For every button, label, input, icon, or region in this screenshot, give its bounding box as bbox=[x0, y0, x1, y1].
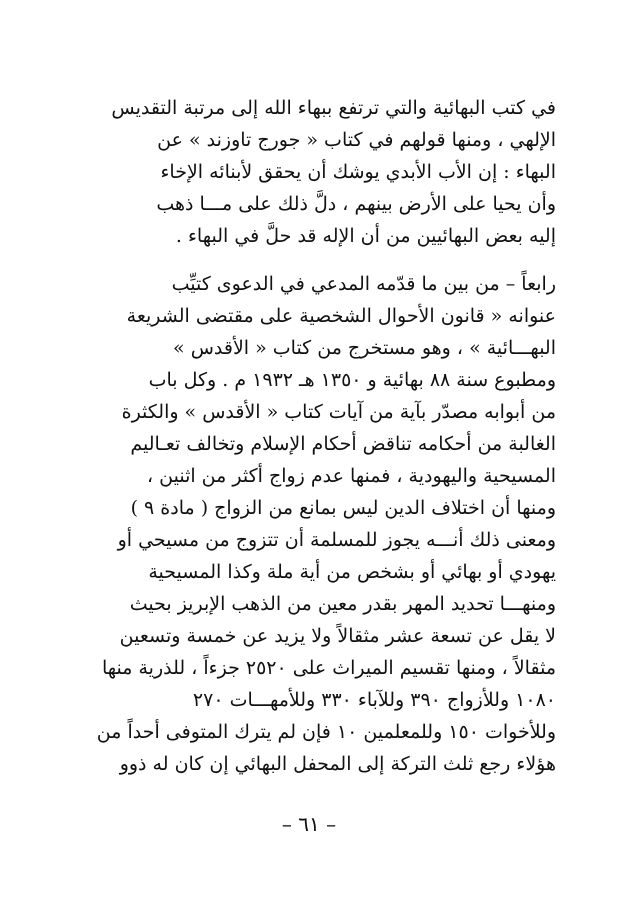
paragraph-2 bbox=[84, 268, 556, 780]
text-line: ١٠٨٠ وللأزواج ٣٩٠ وللآباء ٣٣٠ وللأمهـــات ٢٧٠ bbox=[192, 689, 556, 711]
text-line: رابعاً – من بين ما قدّمه المدعي في الدعوى كتيِّب bbox=[171, 273, 556, 295]
text-line: يهودي أو بهائي أو بشخص من أية ملة وكذا المسيحية bbox=[148, 561, 556, 583]
text-line: عنوانه « قانون الأحوال الشخصية على مقتضى الشريعة bbox=[126, 305, 556, 327]
page-number: – ٦١ – bbox=[281, 812, 337, 836]
text-line: البهاء : إن الأب الأبدي يوشك أن يحقق لأبنائه الإخاء bbox=[160, 161, 556, 183]
text-line: وللأخوات ١٥٠ وللمعلمين ١٠ فإن لم يترك المتوفى أحداً من bbox=[96, 721, 556, 743]
text-line: هؤلاء رجع ثلث التركة إلى المحفل البهائي إن كان له ذوو bbox=[119, 753, 556, 775]
text-line: وأن يحيا على الأرض بينهم ، دلَّ ذلك على مـــا ذهب bbox=[156, 193, 556, 215]
text-line: إليه بعض البهائيين من أن الإله قد حلَّ في البهاء . bbox=[175, 225, 556, 247]
paragraph-1 bbox=[84, 92, 556, 252]
text-line: ومنها أن اختلاف الدين ليس بمانع من الزواج ( مادة ٩ ) bbox=[130, 497, 556, 519]
text-line: الإلهي ، ومنها قولهم في كتاب « جورج تاوزند » عن bbox=[157, 129, 556, 151]
text-line: لا يقل عن تسعة عشر مثقالاً ولا يزيد عن خمسة وتسعين bbox=[119, 625, 556, 647]
text-line: مثقالاً ، ومنها تقسيم الميراث على ٢٥٢٠ جزءاً ، للذرية منها bbox=[101, 657, 556, 679]
text-line: في كتب البهائية والتي ترتفع ببهاء الله إلى مرتبة التقديس bbox=[111, 97, 556, 119]
text-line: الغالبة من أحكامه تناقض أحكام الإسلام وتخالف تعـاليم bbox=[130, 433, 556, 455]
text-line: ومعنى ذلك أنـــه يجوز للمسلمة أن تتزوج من مسيحي أو bbox=[117, 529, 556, 551]
text-line: من أبوابه مصدّر بآية من آيات كتاب « الأقدس » والكثرة bbox=[121, 401, 556, 423]
text-line: ومطبوع سنة ٨٨ بهائية و ١٣٥٠ هـ ١٩٣٢ م . وكل باب bbox=[148, 369, 556, 391]
text-line: ومنهـــا تحديد المهر بقدر معين من الذهب الإبريز بحيث bbox=[129, 593, 556, 615]
text-line: البهـــائية » ، وهو مستخرج من كتاب « الأقدس » bbox=[173, 337, 556, 359]
text-line: المسيحية واليهودية ، فمنها عدم زواج أكثر من اثنين ، bbox=[146, 465, 556, 487]
